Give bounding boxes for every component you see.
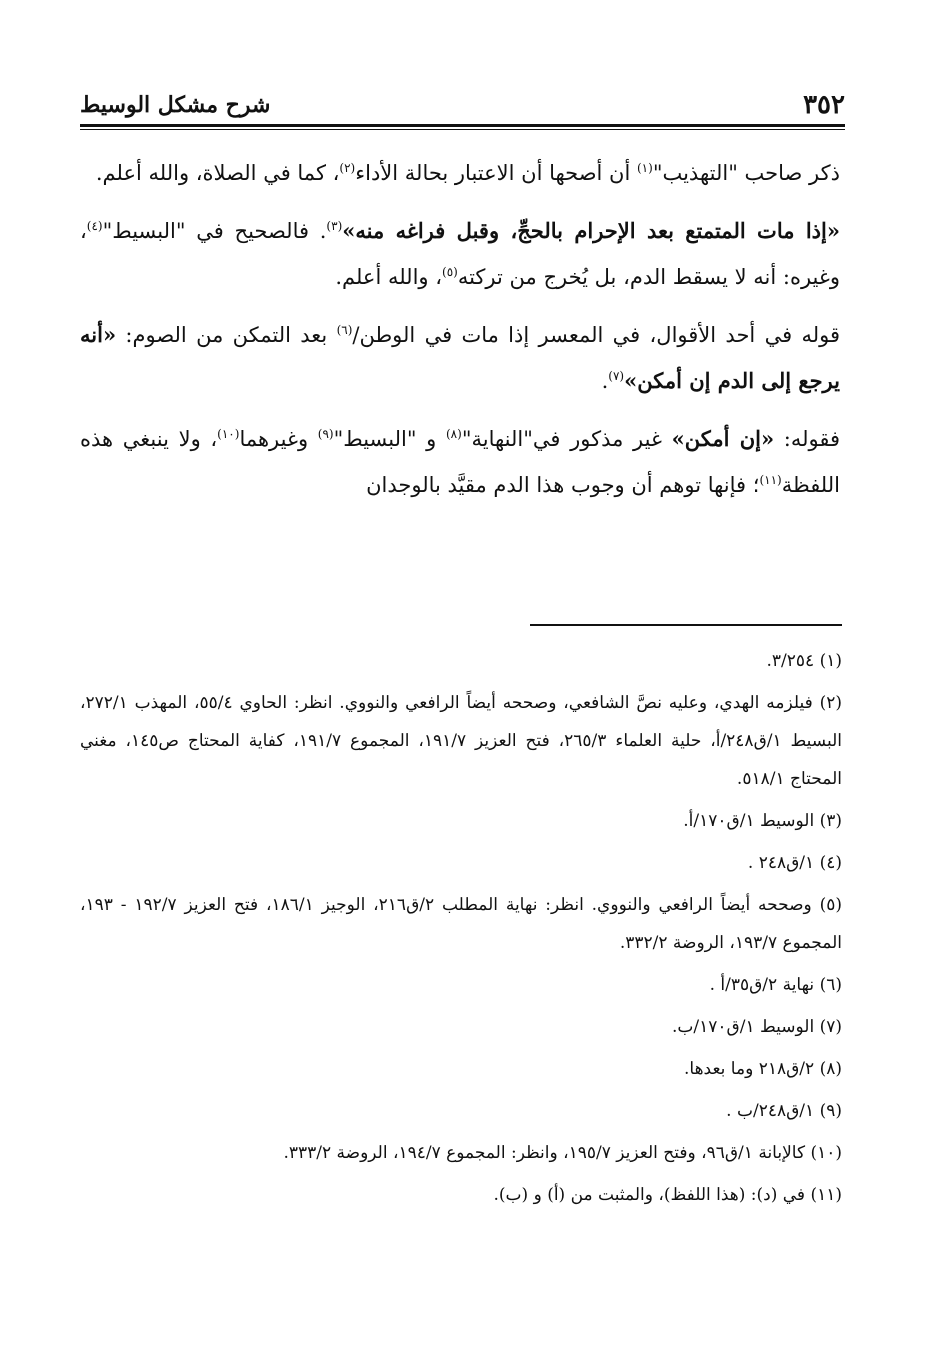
paragraph-4 xyxy=(80,416,840,508)
text-run: وغيرهما xyxy=(239,427,318,451)
paragraph-1 xyxy=(80,150,840,196)
text-run: ، كما في الصلاة، والله أعلم. xyxy=(95,161,340,185)
quoted-text: «إن أمكن» xyxy=(671,426,775,451)
text-run: فقوله: xyxy=(774,427,841,451)
footnote-6: (٦) نهاية ٢/ق٣٥/أ . xyxy=(709,975,842,995)
text-run: . فالصحيح في "البسيط" xyxy=(102,219,327,243)
footnote-ref: (٥) xyxy=(442,265,458,279)
text-run: غير مذكور في"النهاية" xyxy=(461,427,672,451)
footnote-9: (٩) ١/ق٢٤٨/ب . xyxy=(726,1101,842,1121)
paragraph-3 xyxy=(80,312,840,404)
page-number: ٣٥٢ xyxy=(803,90,845,120)
footnote-5: (٥) وصححه أيضاً الرافعي والنووي. انظر: نهاية المطلب ٢/ق٢١٦، الوجيز ١٨٦/١، فتح العزيز ١٩٢/٧ - ١٩٣، المجموع ١٩٣/٧، الروضة ٣٣٢/٢. xyxy=(80,895,842,953)
running-header xyxy=(80,88,845,128)
text-run: ؛ فإنها توهم أن وجوب هذا الدم مقيَّد بالوجدان xyxy=(366,473,760,497)
footnotes xyxy=(80,642,842,1218)
footnote-ref: (٤) xyxy=(86,219,103,233)
header-rule-thin xyxy=(80,129,845,130)
text-run: ذكر صاحب "التهذيب" xyxy=(652,161,840,185)
footnote-ref: (١) xyxy=(636,161,653,175)
footnote-4: (٤) ١/ق٢٤٨ . xyxy=(747,853,842,873)
text-run: . xyxy=(601,369,609,393)
header-rule-thick xyxy=(80,124,845,127)
text-run: ، وغيره: أنه لا يسقط الدم، بل يُخرج من تركته xyxy=(80,219,840,289)
text-run: ، ولا ينبغي هذه اللفظة xyxy=(80,427,840,497)
text-run: قوله في أحد الأقوال، في المعسر إذا مات في الوطن/ xyxy=(352,323,840,347)
footnote-ref: (١٠) xyxy=(217,427,240,441)
text-run: ، والله أعلم. xyxy=(335,265,442,289)
footnote-ref: (٢) xyxy=(339,161,356,175)
footnote-2: (٢) فيلزمه الهدي، وعليه نصَّ الشافعي، وصححه أيضاً الرافعي والنووي. انظر: الحاوي ٥٥/٤، المهذب ٢٧٢/١، البسيط ١/ق٢٤٨/أ، حلية العلماء ٢٦٥/٣، فتح العزيز ١٩١/٧، المجموع ١٩١/٧، كفاية المحتاج ص١٤٥، مغني المحتاج ٥١٨/١. xyxy=(80,693,843,789)
running-title: شرح مشكل الوسيط xyxy=(80,92,271,118)
text-run: بعد التمكن من الصوم: xyxy=(116,323,337,347)
footnote-1: (١) ٣/٢٥٤. xyxy=(766,651,842,671)
footnote-ref: (٧) xyxy=(608,369,625,383)
main-text xyxy=(80,150,840,520)
footnote-11: (١١) في (د): (هذا اللفظ)، والمثبت من (أ) و (ب). xyxy=(493,1185,842,1205)
footnote-8: (٨) ٢/ق٢١٨ وما بعدها. xyxy=(683,1059,842,1079)
footnote-ref: (١١) xyxy=(759,473,782,487)
footnote-separator xyxy=(530,624,842,626)
footnote-ref: (٨) xyxy=(445,427,462,441)
footnote-3: (٣) الوسيط ١/ق١٧٠/أ. xyxy=(683,811,842,831)
quoted-text: «أنه يرجع إلى الدم إن أمكن» xyxy=(80,322,840,393)
footnote-10: (١٠) كالإبانة ١/ق٩٦، وفتح العزيز ١٩٥/٧، وانظر: المجموع ١٩٤/٧، الروضة ٣٣٣/٢. xyxy=(283,1143,842,1163)
footnote-ref: (٩) xyxy=(317,427,334,441)
footnote-ref: (٦) xyxy=(336,323,353,337)
footnote-ref: (٣) xyxy=(326,219,343,233)
paragraph-2 xyxy=(80,208,840,300)
text-run: أن أصحها أن الاعتبار بحالة الأداء xyxy=(355,161,637,185)
text-run: و "البسيط" xyxy=(333,427,446,451)
quoted-text: «إذا مات المتمتع بعد الإحرام بالحجِّ، وقبل فراغه منه» xyxy=(342,218,840,243)
footnote-7: (٧) الوسيط ١/ق١٧٠/ب. xyxy=(671,1017,842,1037)
